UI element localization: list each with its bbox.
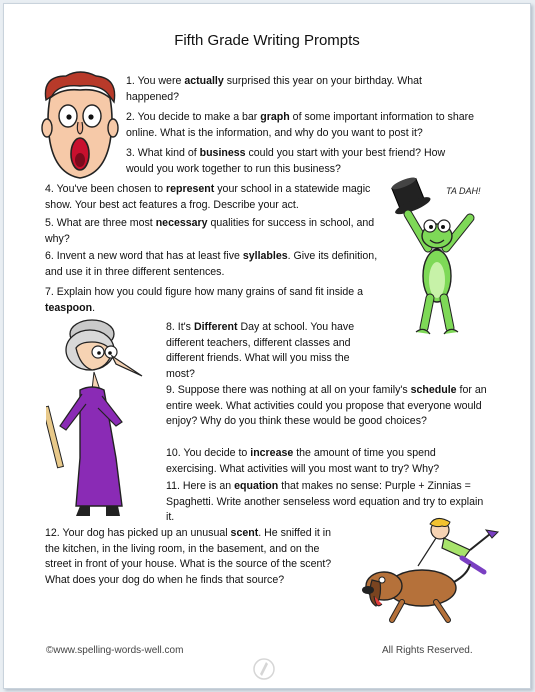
vocab-word: scent <box>230 527 259 539</box>
prompt-3: 3. What kind of business could you start with your best friend? How would you work together to run this business? <box>126 147 446 175</box>
vocab-word: graph <box>260 111 290 123</box>
prompt-10: 10. You decide to increase the amount of time you spend exercising. What activities will you most want to try? Why? <box>166 447 440 475</box>
prompt-9: 9. Suppose there was nothing at all on your family's schedule for an entire week. What activities could you propose that everyone would enjoy? Why do you think these would be good choices? <box>166 384 487 428</box>
prompt-2: 2. You decide to make a bar graph of some important information to share online. What is the information, and why do you want to post it? <box>126 111 475 139</box>
teacher-illustration <box>46 318 166 518</box>
vocab-word: syllables <box>242 250 288 262</box>
worksheet-page <box>3 3 531 689</box>
prompt-5: 5. What are three most necessary qualities for success in school, and why? <box>45 217 375 245</box>
dog-and-kid-illustration <box>352 516 502 628</box>
prompt-7: 7. Explain how you could figure how many grains of sand fit inside a teaspoon. <box>45 286 363 314</box>
surprised-man-illustration <box>40 70 120 182</box>
vocab-word: teaspoon <box>45 301 93 314</box>
prompt-1: 1. You were actually surprised this year on your birthday. What happened? <box>126 75 422 103</box>
prompt-4: 4. You've been chosen to represent your school in a statewide magic show. Your best act features a frog. Describe your act. <box>45 183 371 211</box>
vocab-word: actually <box>184 75 224 87</box>
prompt-12: 12. Your dog has picked up an unusual scent. He sniffed it in the kitchen, in the living room, in the basement, and on the street in front of your house. What is the source of the scent? What does your dog do when he finds that source? <box>45 527 332 586</box>
prompt-8: 8. It's Different Day at school. You have different teachers, different classes and different friends. What will you miss the most? <box>166 321 355 380</box>
copyright-text: ©www.spelling-words-well.com <box>46 645 184 656</box>
vocab-word: equation <box>234 480 279 492</box>
vocab-word: represent <box>166 183 215 195</box>
vocab-word: schedule <box>410 384 457 396</box>
frog-speech-text: TA DAH! <box>446 186 481 196</box>
page-title: Fifth Grade Writing Prompts <box>174 32 360 49</box>
vocab-word: business <box>199 147 246 159</box>
vocab-word: increase <box>250 447 294 459</box>
rights-text: All Rights Reserved. <box>382 645 473 656</box>
site-logo-icon <box>252 656 276 682</box>
prompt-6: 6. Invent a new word that has at least five syllables. Give its definition, and use it in three different sentences. <box>45 250 378 278</box>
frog-magician-illustration <box>388 176 488 344</box>
vocab-word: Different <box>193 321 238 333</box>
prompt-11: 11. Here is an equation that makes no sense: Purple + Zinnias = Spaghetti. Write another senseless word equation and try to explain it. <box>166 480 484 524</box>
vocab-word: necessary <box>155 217 208 229</box>
